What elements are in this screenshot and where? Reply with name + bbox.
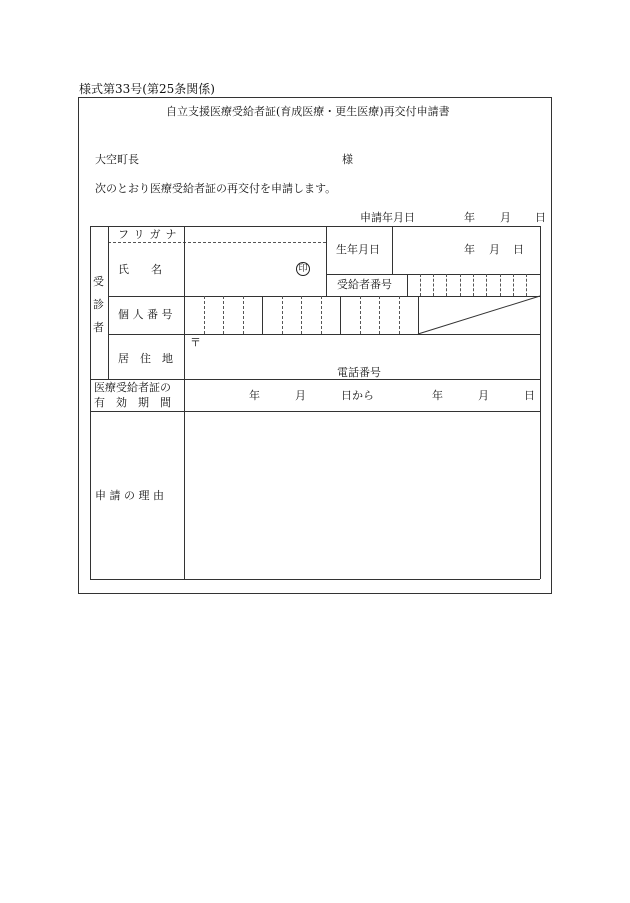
application-date-year: 年 xyxy=(464,211,475,224)
birthdate-label: 生年月日 xyxy=(336,243,380,256)
name-label: 氏 名 xyxy=(118,263,162,276)
seal-mark: 印 xyxy=(296,262,310,276)
application-date-month: 月 xyxy=(500,211,511,224)
furigana-label: フリガナ xyxy=(118,228,182,241)
validity-label-line2: 有 効 期 間 xyxy=(94,396,171,409)
validity-label-line1: 医療受給者証の xyxy=(94,381,171,394)
validity-to-month: 月 xyxy=(478,389,489,402)
application-date-day: 日 xyxy=(535,211,546,224)
patient-label-char-2: 診 xyxy=(93,298,104,311)
birthdate-year: 年 xyxy=(464,243,475,256)
validity-to-day: 日 xyxy=(524,389,535,402)
address-label: 居 住 地 xyxy=(118,352,173,365)
personal-number-label: 個 人 番 号 xyxy=(118,308,173,321)
addressee-name: 大空町長 xyxy=(95,153,139,166)
addressee-honorific: 様 xyxy=(342,153,353,166)
postal-mark: 〒 xyxy=(190,336,201,349)
validity-from-day: 日から xyxy=(341,389,374,402)
validity-from-year: 年 xyxy=(249,389,260,402)
application-date-label: 申請年月日 xyxy=(360,211,415,224)
birthdate-day: 日 xyxy=(513,243,524,256)
validity-to-year: 年 xyxy=(432,389,443,402)
birthdate-month: 月 xyxy=(489,243,500,256)
form-number: 様式第33号(第25条関係) xyxy=(79,82,215,96)
reason-label: 申 請 の 理 由 xyxy=(95,489,164,502)
phone-label: 電話番号 xyxy=(337,366,381,379)
validity-from-month: 月 xyxy=(295,389,306,402)
patient-label-char-3: 者 xyxy=(93,321,104,334)
recipient-number-label: 受給者番号 xyxy=(337,278,392,291)
form-title: 自立支援医療受給者証(育成医療・更生医療)再交付申請書 xyxy=(166,105,450,118)
patient-label-char-1: 受 xyxy=(93,275,104,288)
application-statement: 次のとおり医療受給者証の再交付を申請します。 xyxy=(95,182,337,195)
